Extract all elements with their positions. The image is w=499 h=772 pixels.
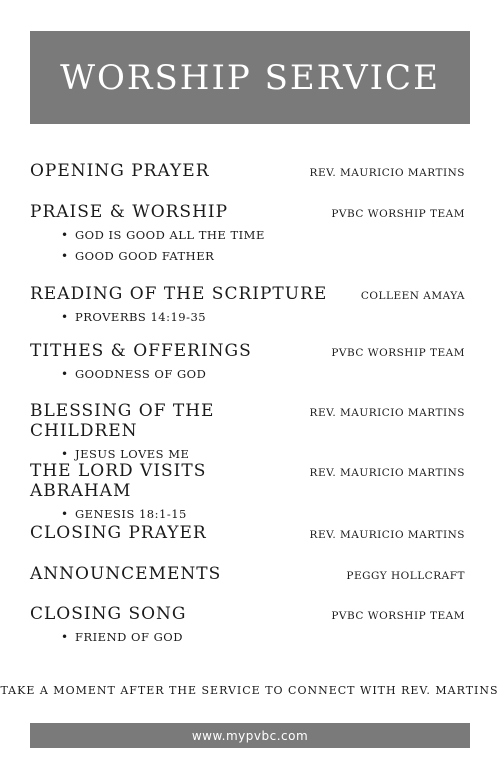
program-subitem: • GOD IS GOOD ALL THE TIME [75,225,465,246]
program-item [30,604,465,648]
program-item [30,461,465,525]
program-item-title: OPENING PRAYER [30,161,210,181]
program-subitem-list [30,627,465,648]
program-subitem: • PROVERBS 14:19-35 [75,307,465,328]
program-item-row [30,461,465,501]
program-item [30,564,465,584]
website-url: www.mypvbc.com [191,728,309,743]
program-item-leader: PVBC WORSHIP TEAM [331,347,465,359]
program-item-title: READING OF THE SCRIPTURE [30,284,328,304]
program-item-row [30,161,465,181]
program-item [30,161,465,181]
program-subitem-list [30,504,465,525]
program-item-leader: PVBC WORSHIP TEAM [331,208,465,220]
program-item [30,523,465,543]
program-subitem-list [30,225,465,267]
program-item [30,202,465,267]
program-subitem-list [30,307,465,328]
footer-note: TAKE A MOMENT AFTER THE SERVICE TO CONNECT WITH REV. MARTINS [0,684,499,697]
program-item-leader: REV. MAURICIO MARTINS [309,529,465,541]
program-item-title: CLOSING SONG [30,604,187,624]
program-item [30,401,465,465]
program-item-leader: REV. MAURICIO MARTINS [309,467,465,479]
header-banner [30,31,470,124]
program-item-row [30,564,465,584]
program-item-leader: PVBC WORSHIP TEAM [331,610,465,622]
program-item-leader: REV. MAURICIO MARTINS [309,407,465,419]
program-item-title: TITHES & OFFERINGS [30,341,252,361]
program-item-leader: COLLEEN AMAYA [360,290,465,302]
program-subitem: • GOOD GOOD FATHER [75,246,465,267]
program-item-row [30,284,465,304]
program-item-leader: PEGGY HOLLCRAFT [346,570,465,582]
footer-banner [30,723,470,748]
program-item-row [30,202,465,222]
program-item-title: THE LORD VISITS ABRAHAM [30,461,207,501]
program-item-title: CLOSING PRAYER [30,523,207,543]
program-item-leader: REV. MAURICIO MARTINS [309,167,465,179]
program-subitem: • GOODNESS OF GOD [75,364,465,385]
program-item-title: BLESSING OF THE CHILDREN [30,401,215,441]
program-subitem-list [30,364,465,385]
program-item-row [30,401,465,441]
program-item-title: PRAISE & WORSHIP [30,202,229,222]
program-subitem: • JESUS LOVES ME [75,444,465,465]
program-subitem: • GENESIS 18:1-15 [75,504,465,525]
page-title: WORSHIP SERVICE [60,57,440,98]
program-item-row [30,604,465,624]
program-item [30,284,465,328]
program-subitem: • FRIEND OF GOD [75,627,465,648]
program-item-row [30,523,465,543]
program-item-row [30,341,465,361]
program-item [30,341,465,385]
program-item-title: ANNOUNCEMENTS [30,564,222,584]
